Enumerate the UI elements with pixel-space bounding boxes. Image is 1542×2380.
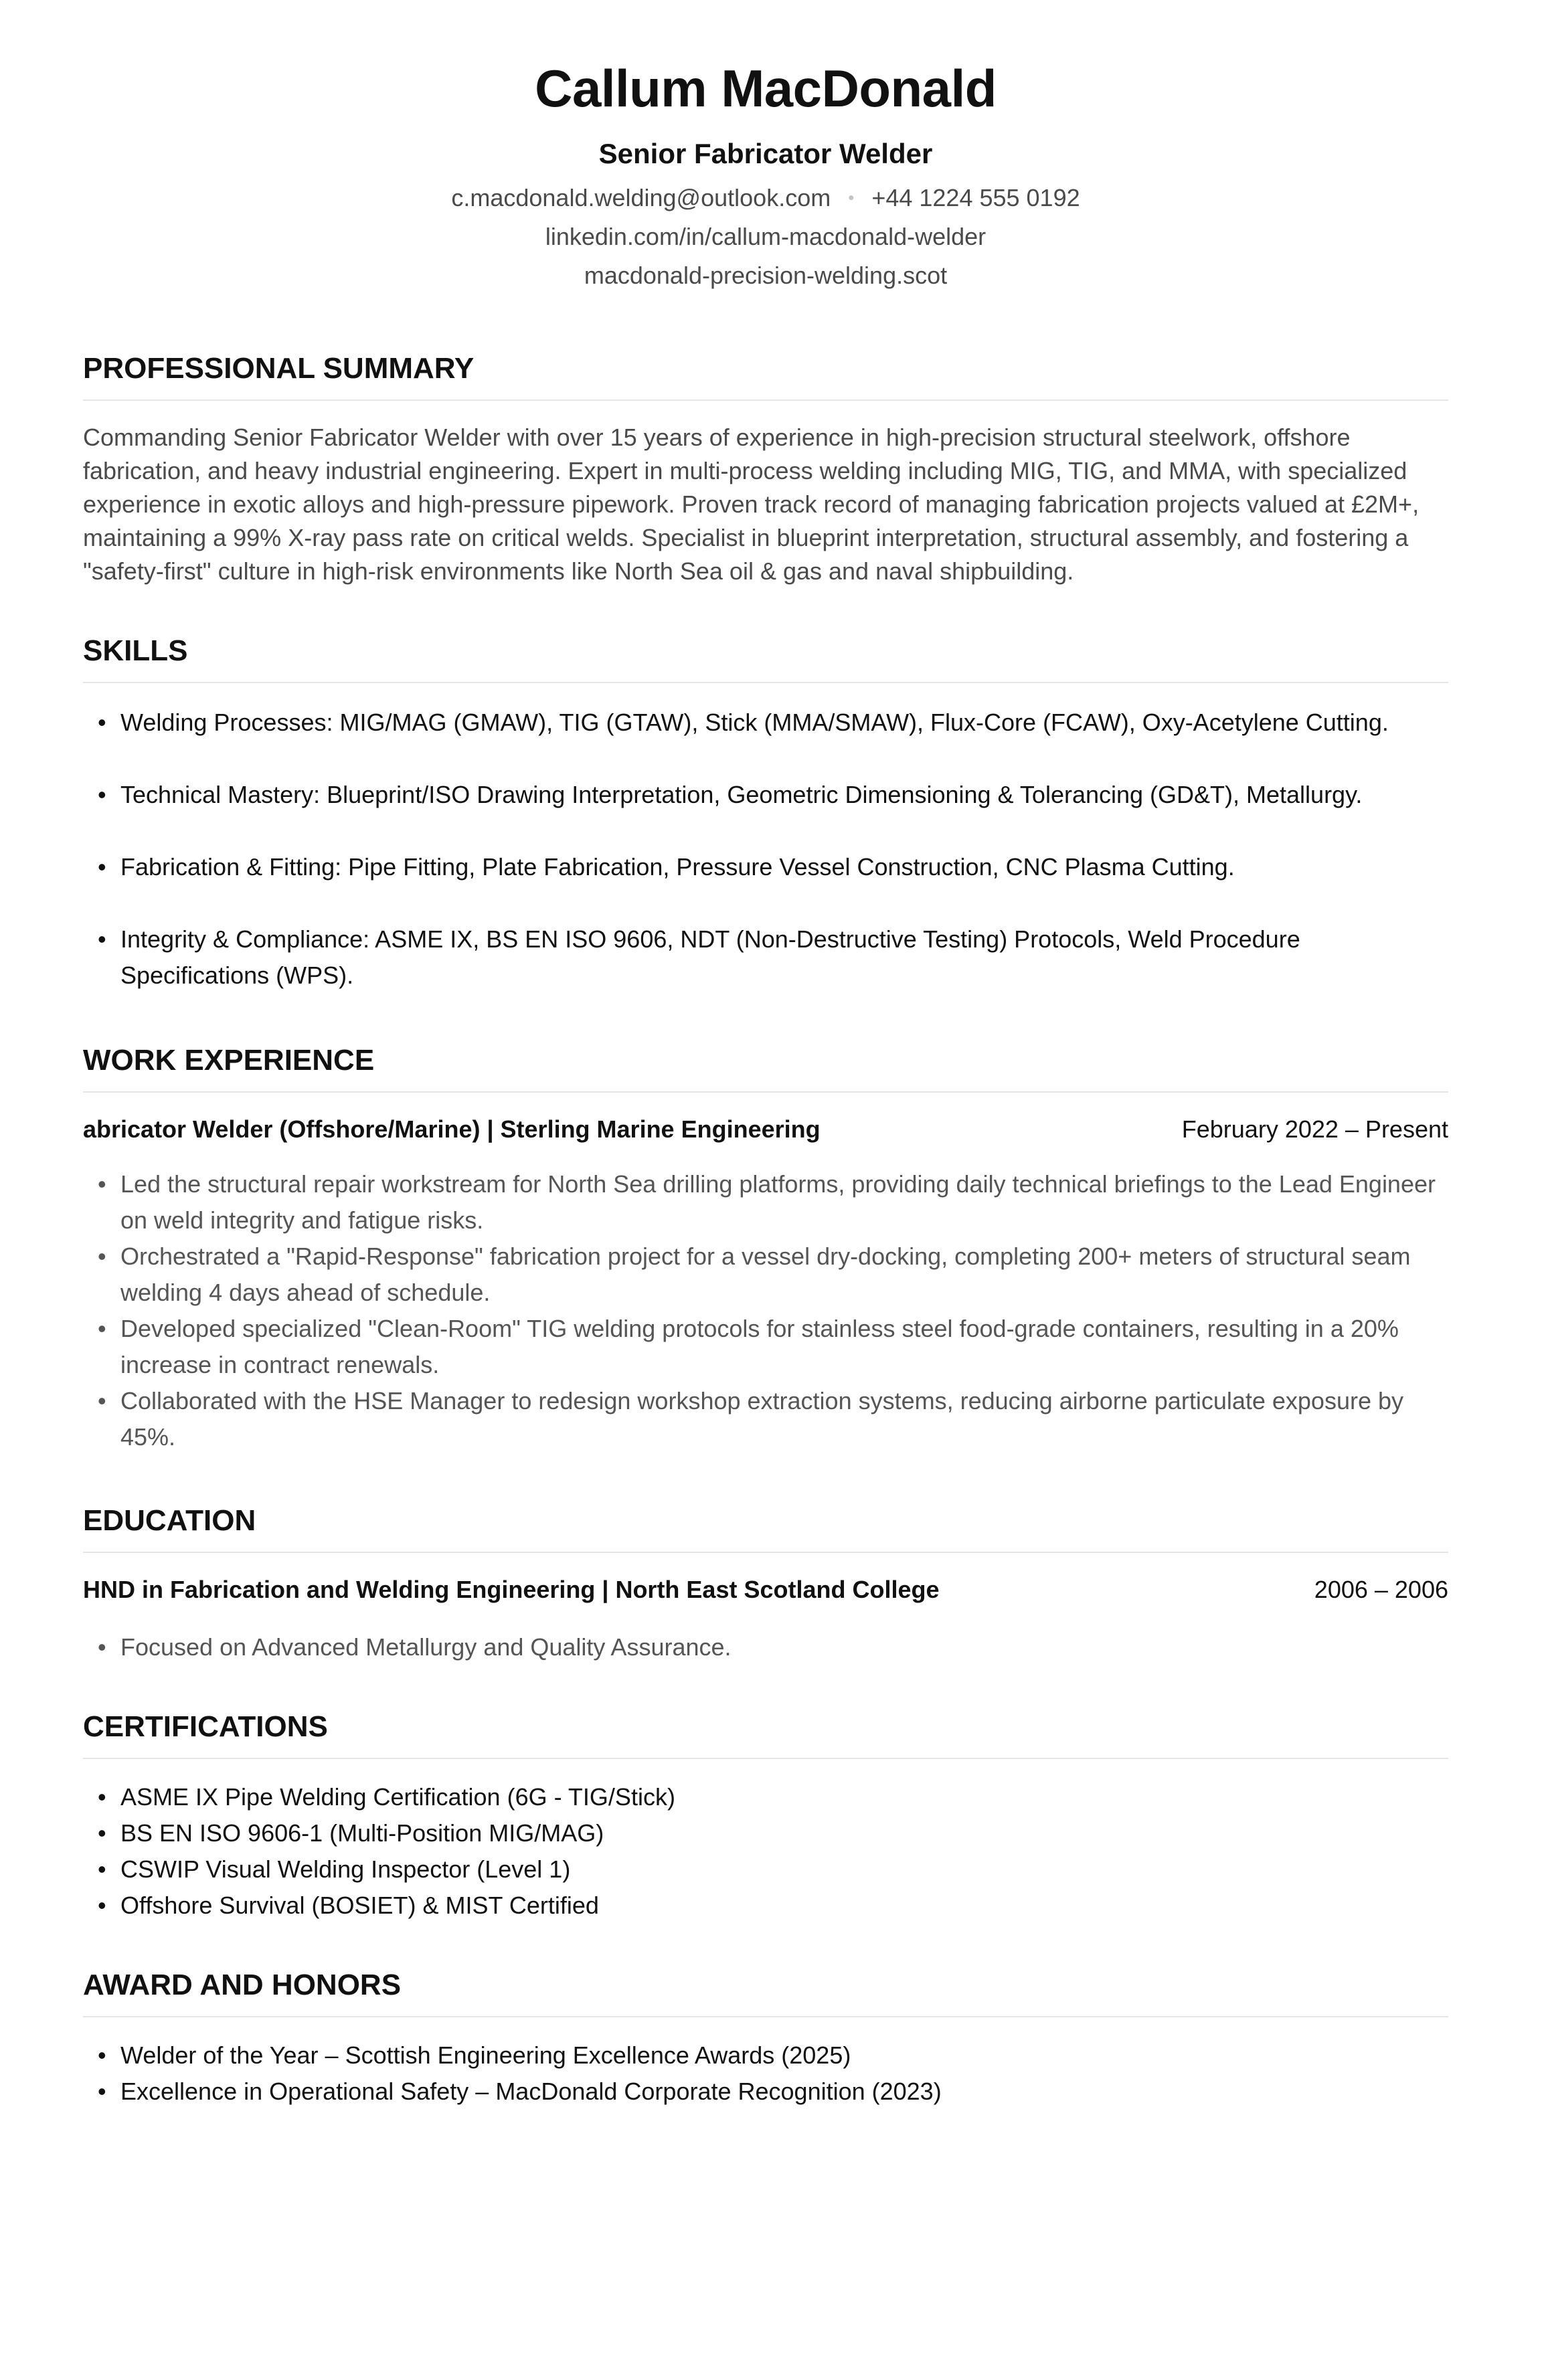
divider [83,2016,1448,2017]
section-heading-certifications: CERTIFICATIONS [83,1710,328,1743]
degree-school: HND in Fabrication and Welding Engineering | North East Scotland College [83,1576,940,1603]
section-heading-awards: AWARD AND HONORS [83,1969,402,2001]
divider [83,682,1448,683]
summary-section [83,350,1448,588]
list-item: • Welder of the Year – Scottish Engineering Excellence Awards (2025) [83,2037,1448,2074]
list-item: • Focused on Advanced Metallurgy and Quality Assurance. [83,1629,1448,1665]
bullet: • [98,1170,106,1198]
website-link[interactable]: macdonald-precision-welding.scot [584,262,948,289]
phone-number: +44 1224 555 0192 [871,184,1080,211]
resume-header [83,0,1448,295]
certifications-list [83,1779,1448,1924]
bullet: • [98,709,106,736]
certifications-section [83,1708,1448,1924]
skills-section [83,632,1448,994]
bullet: • [98,1387,106,1414]
bullet: • [98,2041,106,2069]
job-dates: February 2022 – Present [1181,1115,1448,1143]
bullet: • [98,781,106,808]
contact-line-1 [83,178,1448,217]
list-item: • BS EN ISO 9606-1 (Multi-Position MIG/MAG) [83,1815,1448,1851]
list-item: • Offshore Survival (BOSIET) & MIST Certified [83,1888,1448,1924]
bullet: • [98,925,106,953]
bullet: • [98,1819,106,1847]
separator-dot: • [848,187,855,207]
linkedin-link[interactable]: linkedin.com/in/callum-macdonald-welder [545,223,987,250]
skills-list [83,705,1448,994]
list-item: • Integrity & Compliance: ASME IX, BS EN ISO 9606, NDT (Non-Destructive Testing) Protocols, Weld Procedure Specifications (WPS). [83,921,1448,994]
education-dates: 2006 – 2006 [1314,1576,1448,1603]
list-item: • Collaborated with the HSE Manager to redesign workshop extraction systems, reducing airborne particulate exposure by 45%. [83,1383,1448,1455]
section-heading-summary: PROFESSIONAL SUMMARY [83,352,475,385]
bullet: • [98,1243,106,1270]
job-role-company: abricator Welder (Offshore/Marine) | Sterling Marine Engineering [83,1115,821,1143]
awards-section [83,1966,1448,2110]
education-bullets [83,1629,1448,1665]
list-item: • Fabrication & Fitting: Pipe Fitting, Plate Fabrication, Pressure Vessel Construction, CNC Plasma Cutting. [83,849,1448,885]
job-title-headline: Senior Fabricator Welder [598,138,933,169]
list-item: • Technical Mastery: Blueprint/ISO Drawing Interpretation, Geometric Dimensioning & Tolerancing (GD&T), Metallurgy. [83,777,1448,813]
bullet: • [98,1855,106,1883]
experience-bullets [83,1166,1448,1455]
bullet: • [98,853,106,881]
contact-info [83,178,1448,295]
education-header [83,1573,1448,1607]
bullet: • [98,1783,106,1811]
section-heading-education: EDUCATION [83,1504,256,1537]
candidate-name: Callum MacDonald [535,59,997,118]
education-section [83,1502,1448,1665]
awards-list [83,2037,1448,2110]
bullet: • [98,2078,106,2105]
list-item: • ASME IX Pipe Welding Certification (6G - TIG/Stick) [83,1779,1448,1815]
list-item: • Led the structural repair workstream for North Sea drilling platforms, providing daily technical briefings to the Lead Engineer on weld integrity and fatigue risks. [83,1166,1448,1239]
job-header [83,1113,1448,1146]
section-heading-experience: WORK EXPERIENCE [83,1044,375,1077]
section-heading-skills: SKILLS [83,634,188,667]
divider [83,399,1448,401]
divider [83,1758,1448,1759]
divider [83,1552,1448,1553]
email-link[interactable]: c.macdonald.welding@outlook.com [451,184,831,211]
experience-section [83,1042,1448,1455]
list-item: • Orchestrated a "Rapid-Response" fabrication project for a vessel dry-docking, completing 200+ meters of structural seam welding 4 days ahead of schedule. [83,1239,1448,1311]
list-item: • CSWIP Visual Welding Inspector (Level 1) [83,1851,1448,1888]
list-item: • Excellence in Operational Safety – MacDonald Corporate Recognition (2023) [83,2074,1448,2110]
list-item: • Developed specialized "Clean-Room" TIG welding protocols for stainless steel food-grade containers, resulting in a 20% increase in contract renewals. [83,1311,1448,1383]
bullet: • [98,1892,106,1919]
summary-text: Commanding Senior Fabricator Welder with over 15 years of experience in high-precision structural steelwork, offshore fabrication, and heavy industrial engineering. Expert in multi-process welding including MIG, TIG, and MMA, with specialized experience in exotic alloys and high-pressure pipework. Proven track record of managing fabrication projects valued at £2M+, maintaining a 99% X-ray pass rate on critical welds. Specialist in blueprint interpretation, structural assembly, and fostering a "safety-first" culture in high-risk environments like North Sea oil & gas and naval shipbuilding. [83,424,1420,585]
bullet: • [98,1633,106,1661]
divider [83,1091,1448,1093]
bullet: • [98,1315,106,1342]
list-item: • Welding Processes: MIG/MAG (GMAW), TIG (GTAW), Stick (MMA/SMAW), Flux-Core (FCAW), Oxy-Acetylene Cutting. [83,705,1448,741]
